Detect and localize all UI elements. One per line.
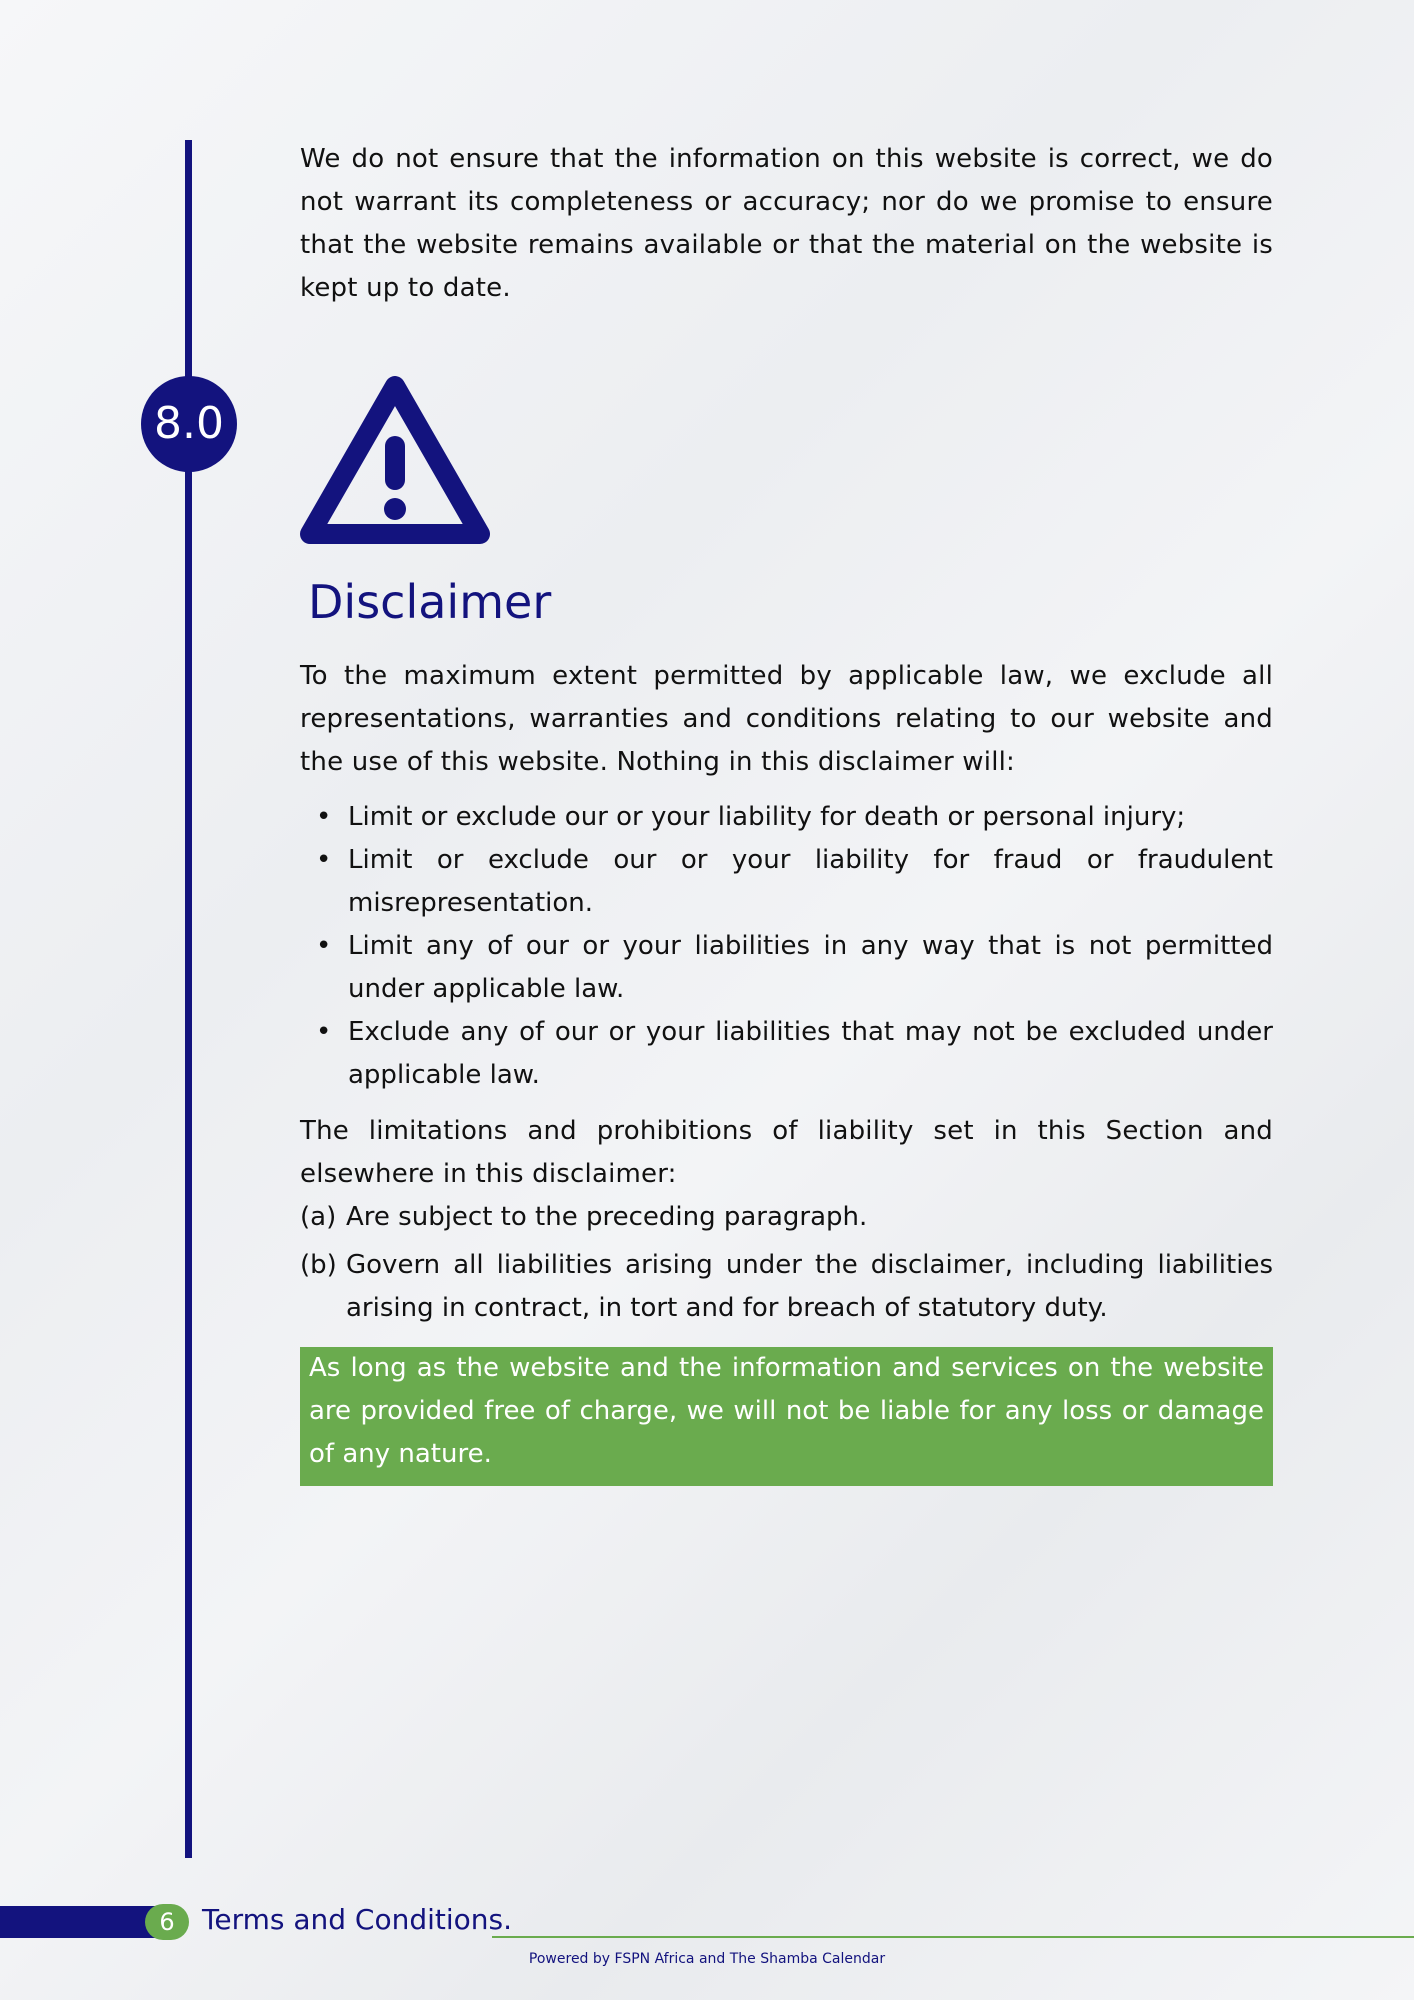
powered-by-text: Powered by FSPN Africa and The Shamba Calendar [528, 1951, 886, 1967]
list-item: (b) Govern all liabilities arising under the disclaimer, including liabilities arising in contract, in tort and for breach of statutory duty. [300, 1244, 1273, 1330]
intro-paragraph: We do not ensure that the information on this website is correct, we do not warrant its completeness or accuracy; nor do we promise to ensure that the website remains available or that the material on the website is kept up to date. [300, 144, 1273, 303]
disclaimer-bullet-list [300, 796, 1273, 1097]
item-label: (b) [300, 1250, 337, 1280]
limitations-list [300, 1196, 1273, 1330]
list-item: (a) Are subject to the preceding paragraph. [300, 1196, 1273, 1239]
page-number-badge: 6 [145, 1904, 189, 1940]
footer-accent-bar [0, 1906, 168, 1938]
footer-divider [492, 1936, 1414, 1938]
disclaimer-lead-paragraph: To the maximum extent permitted by applicable law, we exclude all representations, warranties and conditions relating to our website and the use of this website. Nothing in this disclaimer will: [300, 661, 1273, 777]
limitations-lead-paragraph: The limitations and prohibitions of liability set in this Section and elsewhere in this disclaimer: [300, 1116, 1273, 1189]
list-item: • Limit any of our or your liabilities in any way that is not permitted under applicable law. [316, 931, 1273, 1004]
list-item: • Limit or exclude our or your liability for death or personal injury; [316, 802, 1186, 832]
section-number-badge: 8.0 [141, 376, 237, 472]
item-label: (a) [300, 1202, 337, 1232]
warning-triangle-icon [300, 376, 490, 546]
footer-title: Terms and Conditions. [202, 1903, 513, 1936]
highlight-box: As long as the website and the information and services on the website are provided free of charge, we will not be liable for any loss or damage of any nature. [300, 1347, 1273, 1486]
list-item: • Exclude any of our or your liabilities that may not be excluded under applicable law. [316, 1017, 1273, 1090]
section-title: Disclaimer [308, 575, 552, 629]
list-item: • Limit or exclude our or your liability for fraud or fraudulent misrepresentation. [316, 845, 1273, 918]
